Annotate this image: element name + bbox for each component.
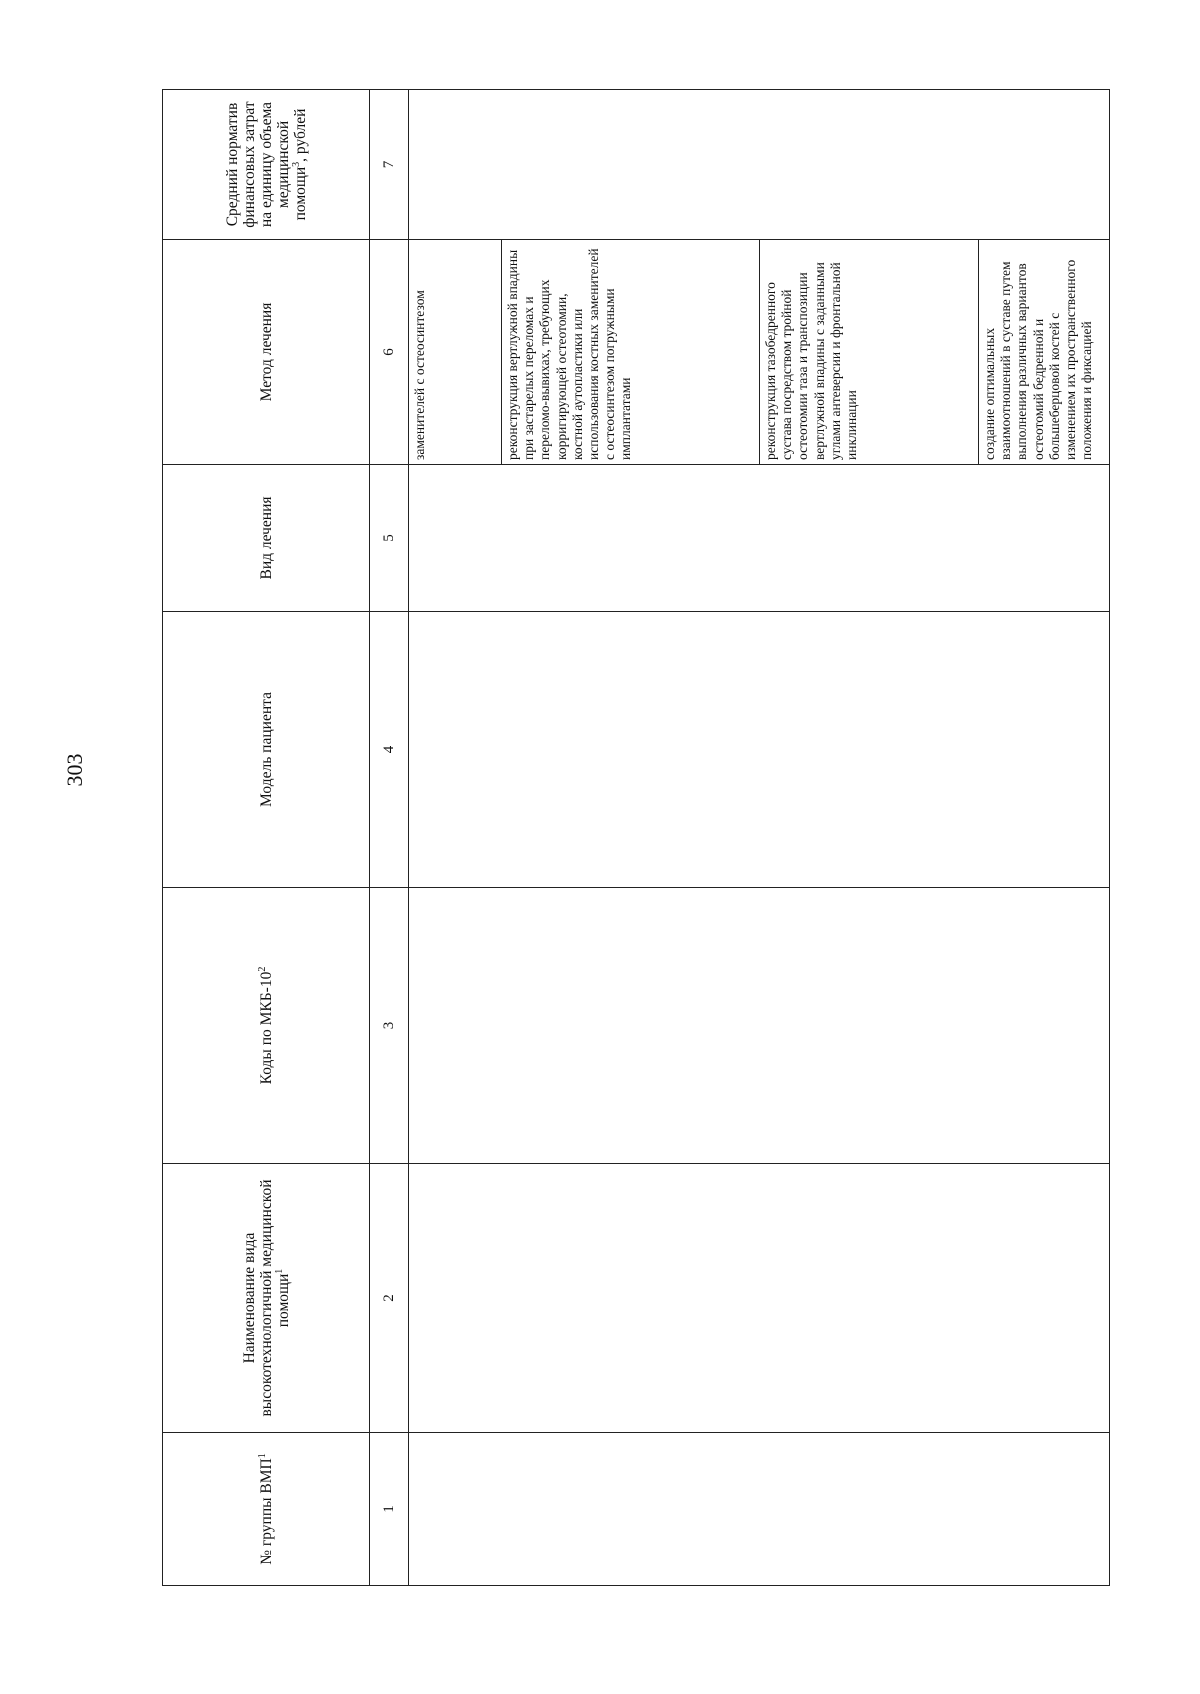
table-rotated-container [162,90,1110,1586]
header-treatment-type: Вид лечения [163,465,370,612]
cell-cost-standard [409,90,1110,240]
column-number-row [370,90,409,1586]
header-vmp-name: Наименование вида высокотехнологичной медицинской помощи$^1$ [163,1164,370,1433]
cell-treatment-type [409,465,1110,612]
method-entry: реконструкция вертлужной впадины при застарелых переломах и переломо-вывихах, требующих корригирующей остеотомии, костной аутопластики или использования костных заменителей с остеосинтезом погружными имплантатами [502,240,760,464]
header-patient-model: Модель пациента [163,612,370,888]
column-number: 6 [370,240,409,465]
header-row [163,90,370,1586]
method-entry: реконструкция тазобедренного сустава посредством тройной остеотомии таза и транспозиции вертлужной впадины с заданными углами антеверсии и фронтальной инклинации [760,240,979,464]
cell-group-number [409,1433,1110,1586]
column-number: 4 [370,612,409,888]
column-number: 2 [370,1164,409,1433]
header-icd-codes: Коды по МКБ-$10^2$ [163,888,370,1164]
cell-icd-codes [409,888,1110,1164]
cell-treatment-method [409,240,1110,465]
method-entry: заменителей с остеосинтезом [409,240,502,464]
vmp-table [162,89,1110,1586]
method-entry: создание оптимальных взаимоотношений в суставе путем выполнения различных вариантов остеотомий бедренной и большеберцовой костей с изменением их пространственного положения и фиксацией [982,259,1095,460]
header-treatment-method: Метод лечения [163,240,370,465]
header-cost-standard: Средний норматив финансовых затрат на единицу объема медицинской помощи$^3$, рублей [163,90,370,240]
cell-vmp-name [409,1164,1110,1433]
column-number: 7 [370,90,409,240]
header-group-number: № группы ВМП$^1$ [163,1433,370,1586]
column-number: 3 [370,888,409,1164]
table-row [409,90,1110,1586]
column-number: 1 [370,1433,409,1586]
page-number: 303 [62,753,87,787]
column-number: 5 [370,465,409,612]
cell-patient-model [409,612,1110,888]
